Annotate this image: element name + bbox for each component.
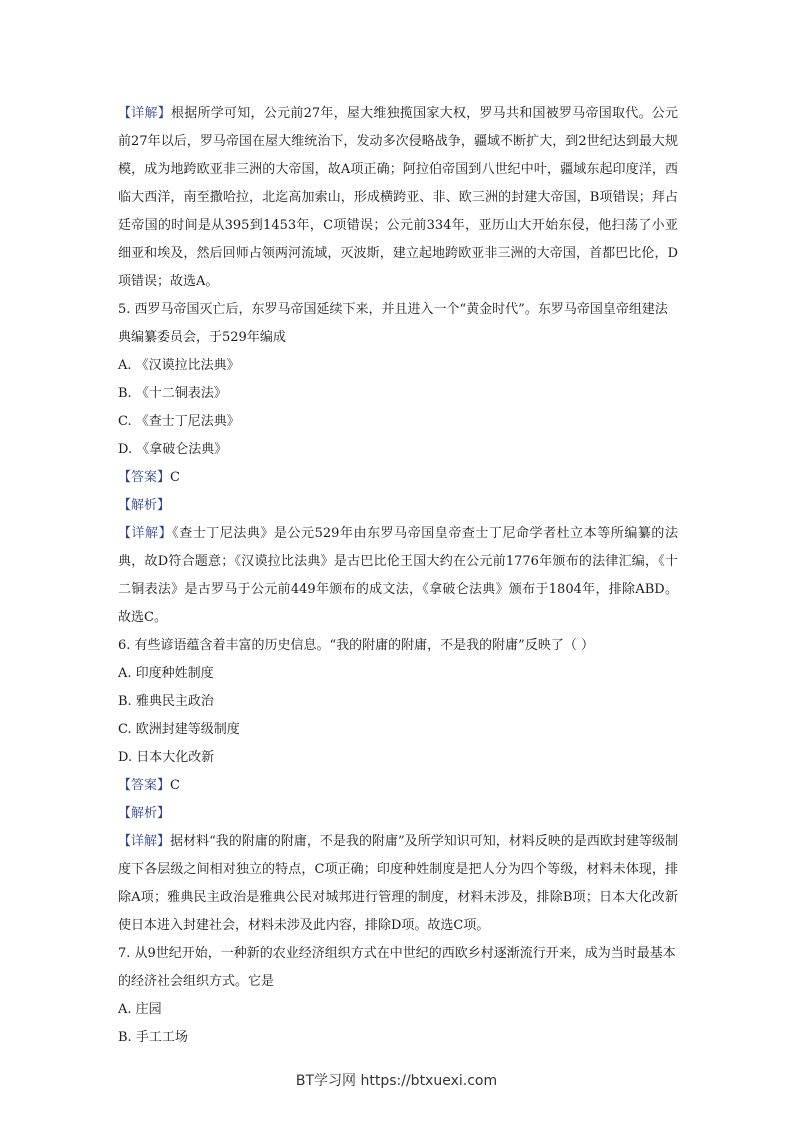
question-5-stem: 5. 西罗马帝国灭亡后，东罗马帝国延续下来，并且进入一个“黄金时代”。东罗马帝国皇帝组建法典编纂委员会，于529年编成 [118,302,668,345]
option-c: C. 《查士丁尼法典》 [118,414,240,429]
question-5-detail [118,520,678,632]
option-a: A. 《汉谟拉比法典》 [118,358,240,373]
answer-value: C [170,778,180,793]
detail-tag: 【详解】 [118,106,172,121]
question-6-answer [118,772,678,800]
q4-detail-paragraph [118,100,678,296]
option-d: D. 《拿破仑法典》 [118,442,228,457]
option-b: B. 雅典民主政治 [118,694,214,709]
option-b: B. 《十二铜表法》 [118,386,227,401]
detail-tag: 【详解】 [118,834,171,849]
question-6-options [118,660,678,772]
detail-text: 《查士丁尼法典》是公元529年由东罗马帝国皇帝查士丁尼命学者杜立本等所编纂的法典，故D符合题意；《汉谟拉比法典》是古巴比伦王国大约在公元前1776年颁布的法律汇编，《十二铜表法》是古罗马于公元前449年颁布的成文法，《拿破仑法典》颁布于1804年，排除ABD。故选C。 [118,526,678,625]
question-5-options [118,352,678,464]
question-5-answer [118,464,678,492]
document-content [118,100,678,1052]
answer-tag: 【答案】 [118,778,171,793]
option-d: D. 日本大化改新 [118,750,215,765]
option-a: A. 庄园 [118,1002,162,1017]
answer-value: C [170,470,180,485]
question-6-stem: 6. 有些谚语蕴含着丰富的历史信息。“我的附庸的附庸，不是我的附庸”反映了（ ） [118,638,594,653]
footer-watermark: BT学习网 https://btxuexi.com [295,1073,498,1089]
question-7-options [118,996,678,1052]
question-6-detail [118,828,678,940]
question-5-analysis-tag: 【解析】 [118,498,171,513]
question-6-analysis-tag: 【解析】 [118,806,171,821]
question-7-stem: 7. 从9世纪开始，一种新的农业经济组织方式在中世纪的西欧乡村逐渐流行开来，成为当时最基本的经济社会组织方式。它是 [118,946,676,989]
option-b: B. 手工工场 [118,1030,188,1045]
option-a: A. 印度种姓制度 [118,666,214,681]
answer-tag: 【答案】 [118,470,171,485]
detail-text: 根据所学可知，公元前27年，屋大维独揽国家大权，罗马共和国被罗马帝国取代。公元前27年以后，罗马帝国在屋大维统治下，发动多次侵略战争，疆域不断扩大，到2世纪达到最大规模，成为地跨欧亚非三洲的大帝国，故A项正确；阿拉伯帝国到八世纪中叶，疆域东起印度洋，西临大西洋，南至撒哈拉，北迄高加索山，形成横跨亚、非、欧三洲的封建大帝国，B项错误；拜占廷帝国的时间是从395到1453年，C项错误；公元前334年，亚历山大开始东侵，他扫荡了小亚细亚和埃及，然后回师占领两河流域，灭波斯，建立起地跨欧亚非三洲的大帝国，首都巴比伦，D项错误；故选A。 [118,106,678,289]
detail-tag: 【详解】 [118,526,173,541]
detail-text: 据材料“我的附庸的附庸，不是我的附庸”及所学知识可知，材料反映的是西欧封建等级制度下各层级之间相对独立的特点，C项正确；印度种姓制度是把人分为四个等级，材料未体现，排除A项；雅典民主政治是雅典公民对城邦进行管理的制度，材料未涉及，排除B项；日本大化改新使日本进入封建社会，材料未涉及此内容，排除D项。故选C项。 [118,834,678,933]
option-c: C. 欧洲封建等级制度 [118,722,240,737]
